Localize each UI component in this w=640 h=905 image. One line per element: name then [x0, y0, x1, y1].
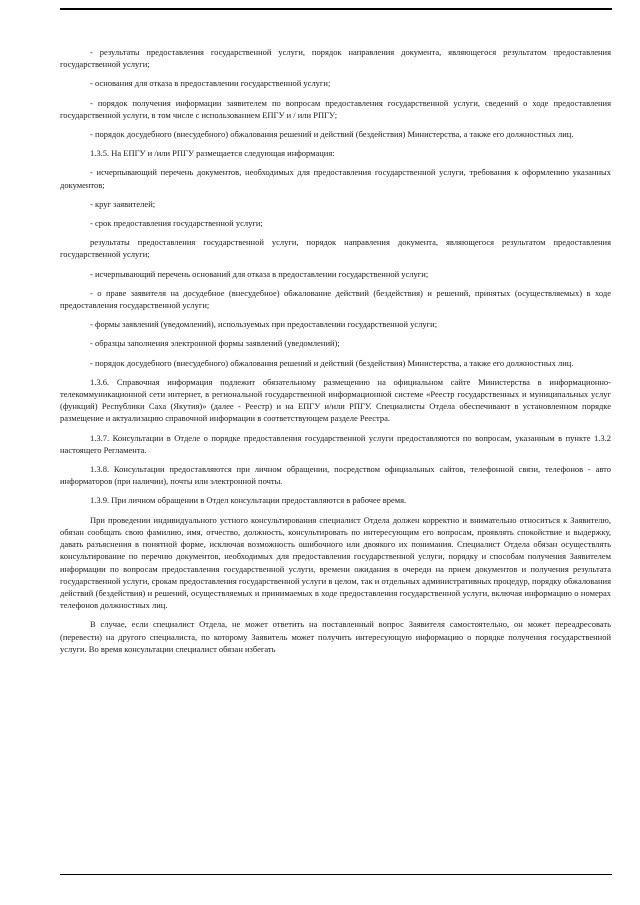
paragraph: 1.3.5. На ЕПГУ и /или РПГУ размещается следующая информация:: [90, 148, 335, 159]
paragraph: 1.3.8. Консультации предоставляются при личном обращении, посредством официальных сайтов, телефонной связи, телефонов - авто информаторов (при наличии), почты или электронной почты.: [60, 464, 611, 487]
paragraph: - исчерпывающий перечень документов, необходимых для предоставления государственной услуги, требования к оформлению указанных документов;: [60, 167, 611, 190]
paragraph: результаты предоставления государственной услуги, порядок направления документа, являющегося результатом предоставления государственной услуги;: [60, 237, 611, 260]
paragraph: - порядок получения информации заявителем по вопросам предоставления государственной услуги, сведений о ходе предоставления государственной услуги, в том числе с использованием ЕПГУ и / или РПГУ;: [60, 97, 611, 120]
bottom-rule: [60, 874, 612, 875]
paragraph: 1.3.9. При личном обращении в Отдел консультации предоставляются в рабочее время.: [90, 495, 407, 506]
document-body: [60, 46, 611, 868]
paragraph: - основания для отказа в предоставлении государственной услуги;: [90, 78, 331, 89]
paragraph: - срок предоставления государственной услуги;: [90, 218, 263, 229]
paragraph: При проведении индивидуального устного консультирования специалист Отдела должен корректно и внимательно относиться к Заявителю, обязан сообщать свою фамилию, имя, отчество, должность, консультировать по интересующим его вопросам, проявлять спокойствие и выдержку, давать разъяснения в понятной форме, исключая возможность ошибочного или двоякого их понимания. Специалист Отдела обязан осуществлять консультирование по перечню документов, необходимых для предоставления государственной услуги, порядку и способам получения Заявителем информации по вопросам предоставления государственной услуги, времени ожидания в очереди на прием документов и получения результата государственной услуги, срокам предоставления государственной услуги в целом, так и отдельных административных процедур, порядку обжалования действий (бездействия) и решений, осуществляемых и принимаемых в ходе предоставления государственной услуги, включая информацию о номерах телефонов должностных лиц.: [60, 514, 611, 611]
paragraph: - формы заявлений (уведомлений), используемых при предоставлении государственной услуги;: [90, 319, 438, 330]
paragraph: 1.3.6. Справочная информация подлежит обязательному размещению на официальном сайте Министерства в информационно-телекоммуникационной сети интернет, в региональной государственной информационной системе «Реестр государственных и муниципальных услуг (функций) Республики Саха (Якутия)» (далее - Реестр) и на ЕПГУ и/или РПГУ. Специалисты Отдела обеспечивают в установленном порядке размещение и актуализацию справочной информации в соответствующем разделе Реестра.: [60, 376, 611, 424]
paragraph: - результаты предоставления государственной услуги, порядок направления документа, являющегося результатом предоставления государственной услуги;: [60, 47, 611, 70]
paragraph: - порядок досудебного (внесудебного) обжалования решений и действий (бездействия) Министерства, а также его должностных лиц.: [90, 129, 574, 140]
paragraph: - о праве заявителя на досудебное (внесудебное) обжалование действий (бездействия) и решений, принятых (осуществляемых) в ходе предоставления государственной услуги;: [60, 287, 611, 311]
paragraph: - порядок досудебного (внесудебного) обжалования решений и действий (бездействия) Министерства, а также его должностных лиц.: [90, 357, 574, 368]
paragraph: 1.3.7. Консультации в Отделе о порядке предоставления государственной услуги предоставляются по вопросам, указанным в пункте 1.3.2 настоящего Регламента.: [60, 432, 611, 455]
paragraph: В случае, если специалист Отдела, не может ответить на поставленный вопрос Заявителя самостоятельно, он может переадресовать (перевести) на другого специалиста, по которому Заявитель может получить интересующую информацию о порядке получения государственной услуги. Во время консультации специалист обязан избегать: [60, 619, 611, 654]
paragraph: - круг заявителей;: [90, 198, 156, 209]
top-rule: [60, 8, 612, 10]
paragraph: - исчерпывающий перечень оснований для отказа в предоставлении государственной услуги;: [90, 268, 429, 279]
paragraph: - образцы заполнения электронной формы заявлений (уведомлений);: [90, 338, 340, 349]
